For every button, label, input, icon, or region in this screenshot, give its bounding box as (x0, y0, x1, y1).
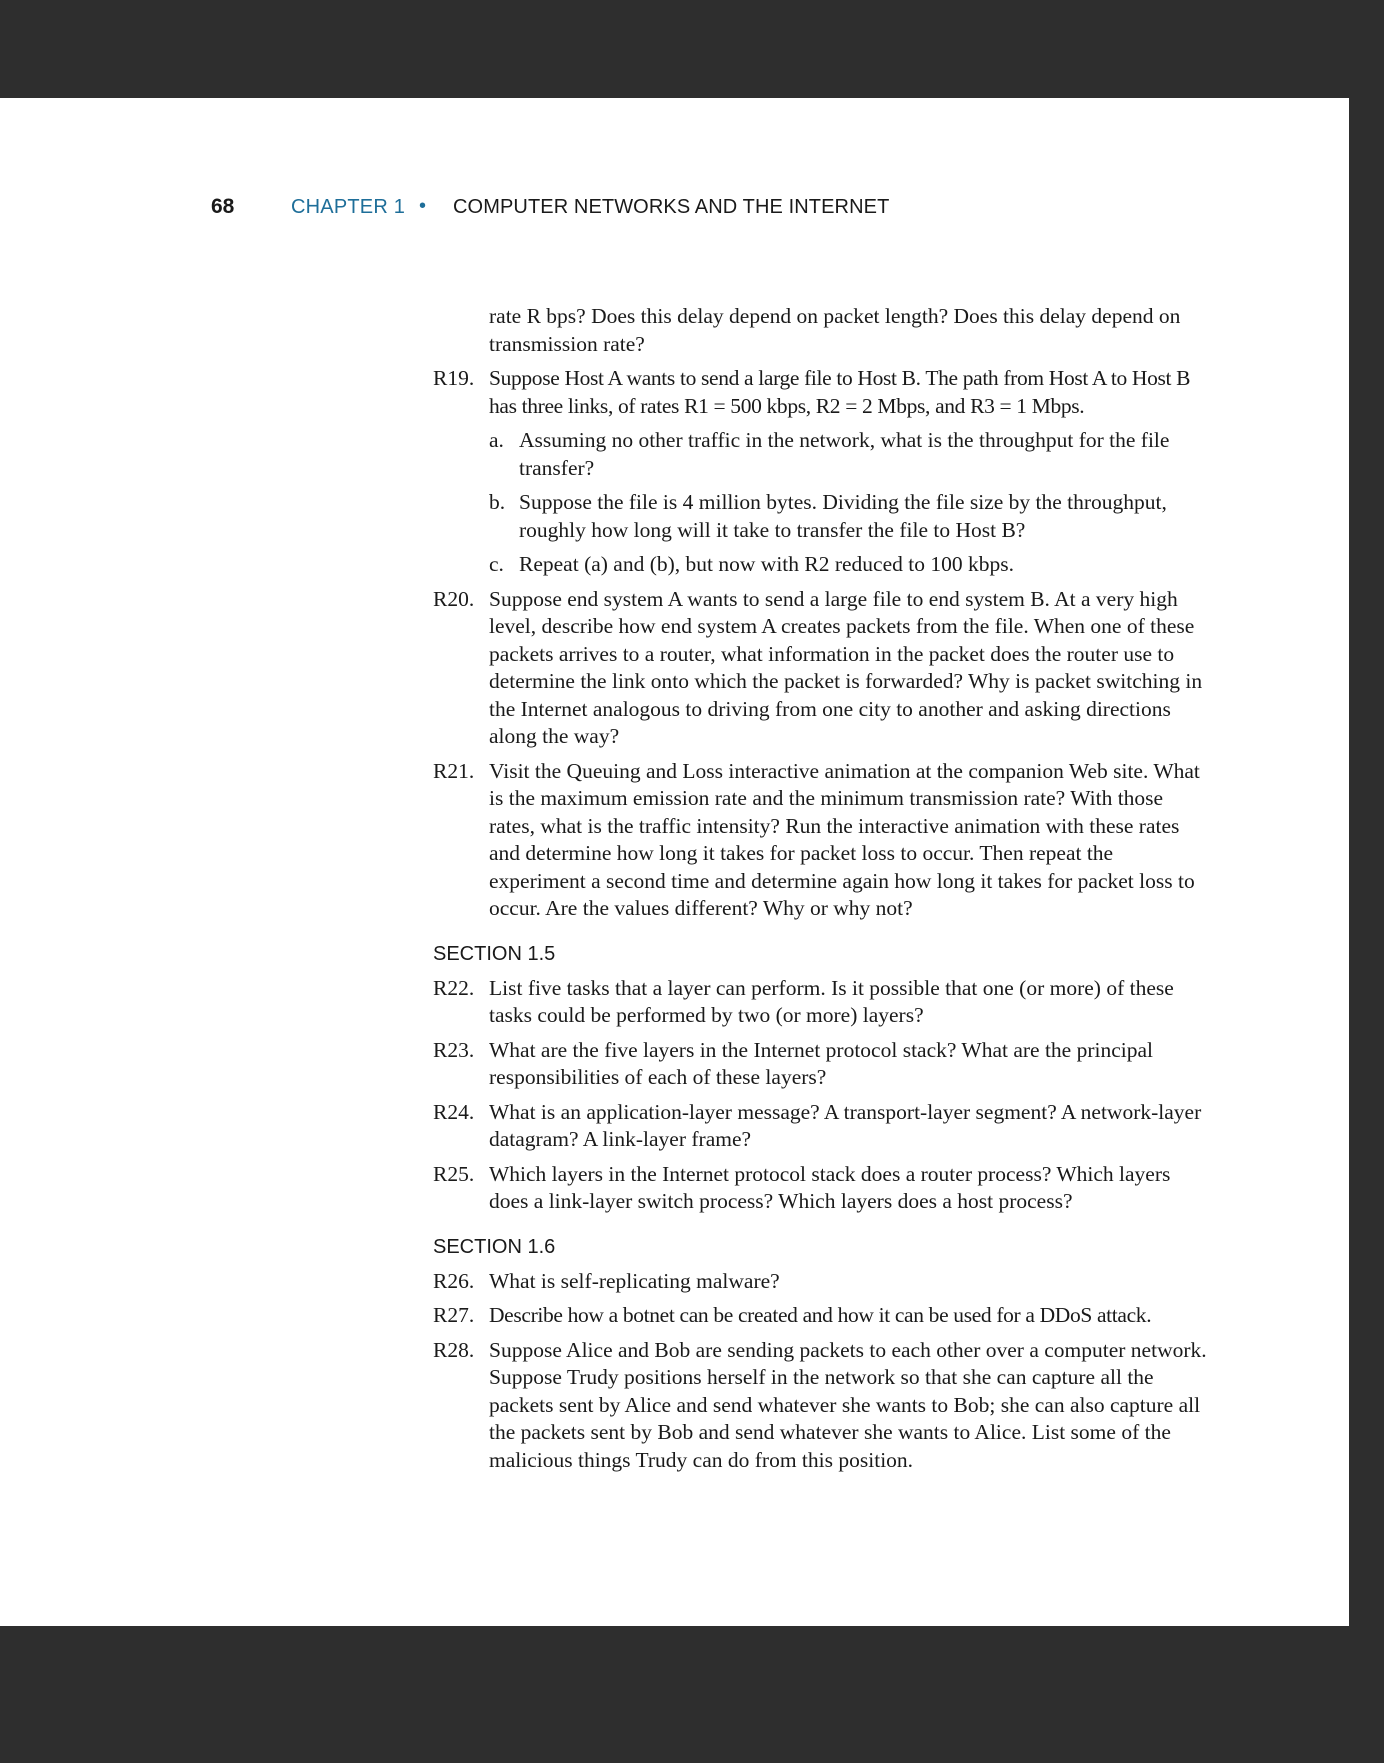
chapter-title: COMPUTER NETWORKS AND THE INTERNET (453, 196, 890, 218)
question-label: R21. (433, 758, 475, 783)
question-r19-a (489, 427, 1208, 482)
question-label: R25. (433, 1161, 475, 1186)
question-r22 (433, 975, 1208, 1030)
question-label: R23. (433, 1037, 475, 1062)
question-label: R27. (433, 1303, 475, 1327)
subquestion-label: b. (489, 490, 506, 514)
question-r28 (433, 1337, 1208, 1475)
question-r19-c (489, 551, 1208, 579)
subquestion-text: Suppose the file is 4 million bytes. Dividing the file size by the throughput, roughly how long will it take to transfer the file to Host B? (519, 490, 1167, 542)
continuation-paragraph: rate R bps? Does this delay depend on packet length? Does this delay depend on transmission rate? (489, 304, 1181, 356)
question-r25 (433, 1161, 1208, 1216)
question-label: R20. (433, 586, 475, 611)
page-number: 68 (211, 195, 235, 218)
question-r20 (433, 586, 1208, 751)
question-r24 (433, 1099, 1208, 1154)
question-r27 (433, 1302, 1208, 1330)
question-text: What is self-replicating malware? (489, 1268, 780, 1293)
header-bullet: • (419, 195, 427, 217)
question-text: List five tasks that a layer can perform. Is it possible that one (or more) of these tasks could be performed by two (or more) layers? (489, 975, 1174, 1027)
question-r21 (433, 758, 1208, 923)
question-r23 (433, 1037, 1208, 1092)
question-text: Describe how a botnet can be created and how it can be used for a DDoS attack. (489, 1303, 1152, 1327)
question-text: Suppose end system A wants to send a large file to end system B. At a very high level, describe how end system A creates packets from the file. When one of these packets arrives to a router, what information in the packet does the router use to determine the link onto which the packet is forwarded? Why is packet switching in the Internet analogous to driving from one city to another and asking directions along the way? (489, 586, 1203, 748)
question-label: R26. (433, 1268, 475, 1293)
subquestion-text: Repeat (a) and (b), but now with R2 reduced to 100 kbps. (519, 552, 1014, 576)
review-questions (433, 303, 1208, 1481)
subquestion-text: Assuming no other traffic in the network, what is the throughput for the file transfer? (519, 428, 1170, 480)
running-header (0, 195, 1349, 225)
question-r26 (433, 1268, 1208, 1296)
question-text: Suppose Alice and Bob are sending packets to each other over a computer network. Suppose Trudy positions herself in the network so that she can capture all the packets sent by Alice and send whatever she wants to Bob; she can also capture all the packets sent by Bob and send whatever she wants to Alice. List some of the malicious things Trudy can do from this position. (489, 1337, 1207, 1472)
question-text: Suppose Host A wants to send a large file to Host B. The path from Host A to Host B has three links, of rates R1 = 500 kbps, R2 = 2 Mbps, and R3 = 1 Mbps. (489, 366, 1191, 418)
question-text: Which layers in the Internet protocol stack does a router process? Which layers does a link-layer switch process? Which layers does a host process? (489, 1161, 1171, 1213)
question-label: R19. (433, 366, 475, 390)
section-heading-1-6: SECTION 1.6 (433, 1235, 556, 1258)
question-label: R28. (433, 1337, 475, 1362)
question-text: Visit the Queuing and Loss interactive animation at the companion Web site. What is the maximum emission rate and the minimum transmission rate? With those rates, what is the traffic intensity? Run the interactive animation with these rates and determine how long it takes for packet loss to occur. Then repeat the experiment a second time and determine again how long it takes for packet loss to occur. Are the values different? Why or why not? (489, 758, 1200, 920)
question-label: R24. (433, 1099, 475, 1124)
question-text: What is an application-layer message? A transport-layer segment? A network-layer datagram? A link-layer frame? (489, 1099, 1202, 1151)
subquestion-label: c. (489, 552, 504, 576)
chapter-label: CHAPTER 1 (291, 196, 406, 218)
section-heading-1-5: SECTION 1.5 (433, 942, 556, 965)
question-r19 (433, 365, 1208, 420)
question-label: R22. (433, 975, 475, 1000)
question-r19-b (489, 489, 1208, 544)
question-text: What are the five layers in the Internet protocol stack? What are the principal responsibilities of each of these layers? (489, 1037, 1154, 1089)
subquestion-label: a. (489, 428, 504, 452)
